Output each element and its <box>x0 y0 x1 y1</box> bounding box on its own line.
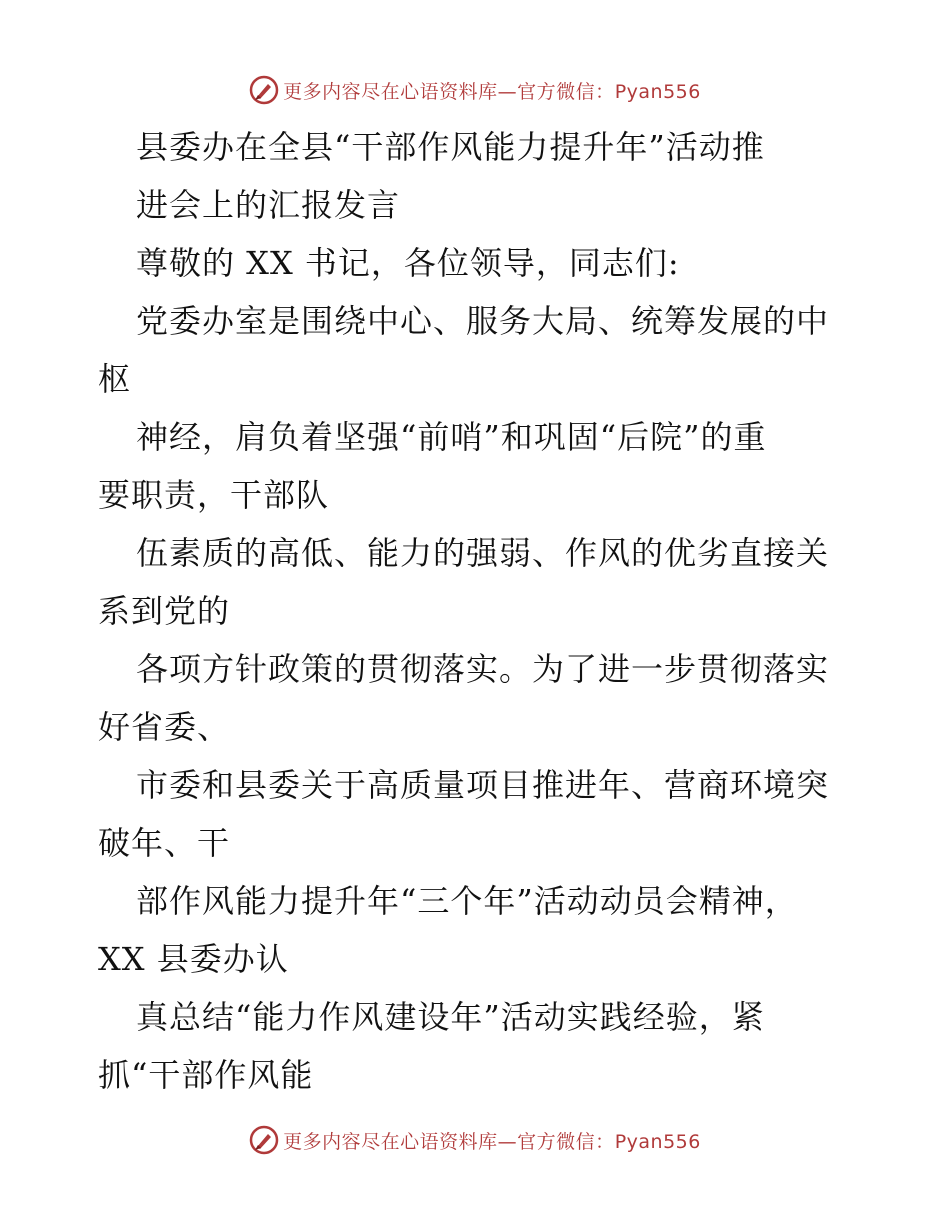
document-line: 县委办在全县“干部作风能力提升年”活动推 <box>136 128 765 166</box>
document-line: 部作风能力提升年“三个年”活动动员会精神， <box>136 882 798 920</box>
document-line: 系到党的 <box>98 592 231 630</box>
document-line: 各项方针政策的贯彻落实。为了进一步贯彻落实 <box>136 650 830 688</box>
document-line: 破年、干 <box>98 824 231 862</box>
document-body <box>98 118 858 1104</box>
watermark-account: Pyan556 <box>614 80 701 103</box>
document-line: 市委和县委关于高质量项目推进年、营商环境突 <box>136 766 830 804</box>
document-line: 真总结“能力作风建设年”活动实践经验，紧 <box>136 998 765 1036</box>
watermark-separator: — <box>497 80 518 103</box>
document-line: XX 县委办认 <box>98 940 289 978</box>
watermark-separator: — <box>497 1130 518 1153</box>
watermark-official-label: 官方微信： <box>517 1130 615 1153</box>
document-line: 党委办室是围绕中心、服务大局、统筹发展的中 <box>136 302 830 340</box>
document-line: 伍素质的高低、能力的强弱、作风的优劣直接关 <box>136 534 830 572</box>
header-watermark <box>0 70 950 110</box>
document-line: 进会上的汇报发言 <box>136 186 401 224</box>
watermark-main-text: 更多内容尽在心语资料库 <box>283 1130 498 1153</box>
pen-logo-icon <box>249 1125 279 1155</box>
watermark-official-label: 官方微信： <box>517 80 615 103</box>
footer-watermark <box>0 1120 950 1160</box>
document-line: 神经，肩负着坚强“前哨”和巩固“后院”的重 <box>136 418 767 456</box>
document-line: 抓“干部作风能 <box>98 1056 314 1094</box>
document-line: 枢 <box>98 360 132 398</box>
document-line: 好省委、 <box>98 708 231 746</box>
pen-logo-icon <box>249 75 279 105</box>
document-line: 尊敬的 XX 书记，各位领导，同志们: <box>136 244 680 282</box>
watermark-main-text: 更多内容尽在心语资料库 <box>283 80 498 103</box>
watermark-account: Pyan556 <box>614 1130 701 1153</box>
document-line: 要职责，干部队 <box>98 476 330 514</box>
